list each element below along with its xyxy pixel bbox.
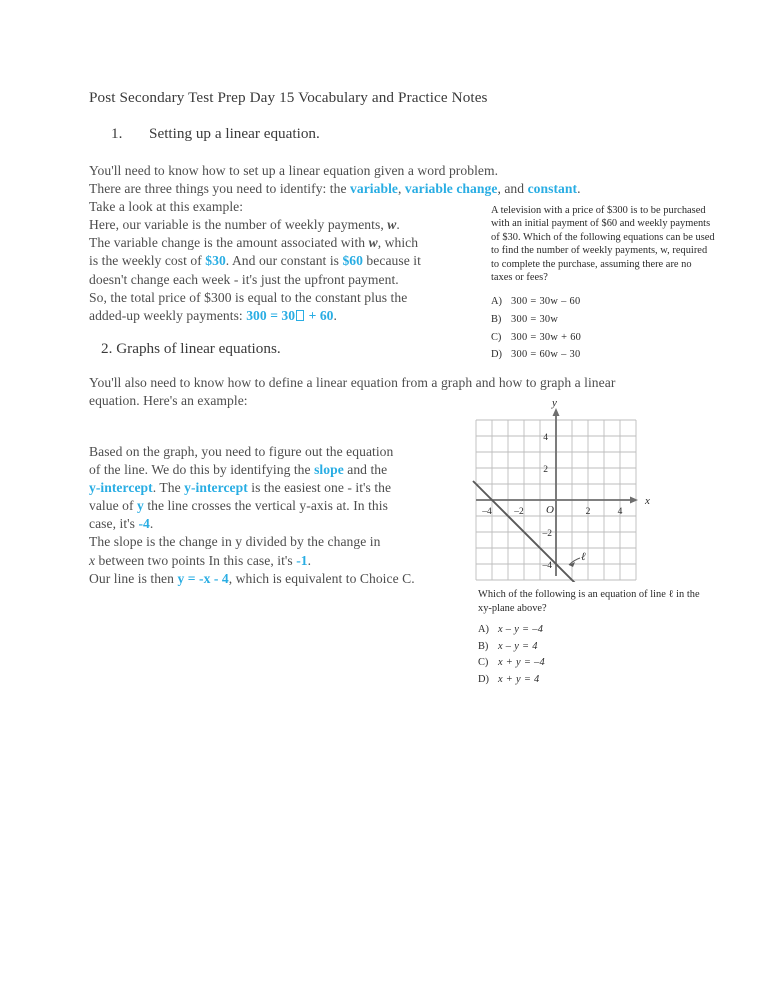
amount-60: $60: [342, 253, 363, 269]
xtick-neg2: –2: [514, 507, 524, 517]
practice-problem-2: [478, 588, 728, 688]
equation-300-pre: 300 = 30: [246, 307, 296, 323]
choice-b[interactable]: B) x – y = 4: [478, 640, 538, 652]
variable-y: y: [137, 498, 144, 514]
term-constant: constant: [527, 181, 578, 197]
paragraph-slope-intercept: [89, 443, 489, 588]
p1-line-4: Here, our variable is the number of weekly payments, w.: [89, 217, 400, 233]
problem-1-choices: [491, 293, 731, 363]
p3-line-6: The slope is the change in y divided by the change in: [89, 534, 381, 550]
p3-line-7: x between two points In this case, it's -1.: [89, 552, 312, 568]
term-slope: slope: [314, 462, 344, 478]
p3-line-1: Based on the graph, you need to figure out the equation: [89, 444, 394, 459]
choice-d[interactable]: D) 300 = 60w – 30: [491, 349, 581, 361]
p3-line-3: y-intercept. The y-intercept is the easiest one - it's the: [89, 480, 392, 496]
ytick-2: 2: [543, 465, 548, 475]
practice-problem-1: [491, 204, 731, 364]
graph-svg: [462, 396, 662, 582]
xtick-2: 2: [585, 507, 591, 517]
choice-c[interactable]: C) 300 = 30w + 60: [491, 331, 582, 343]
p3-line-8: Our line is then y = -x - 4, which is equivalent to Choice C.: [89, 570, 415, 586]
ytick-neg2: –2: [542, 529, 552, 539]
line-l: [473, 481, 579, 582]
value-slope: -1: [296, 552, 308, 568]
choice-b[interactable]: B) 300 = 30w: [491, 314, 559, 326]
origin-label: O: [546, 504, 554, 516]
section-heading-1: [111, 125, 320, 143]
equation-300-post: + 60: [305, 307, 334, 323]
p1-line-1: You'll need to know how to set up a linear equation given a word problem.: [89, 163, 499, 178]
problem-2-choices: [478, 622, 728, 688]
choice-d[interactable]: D) x + y = 4: [478, 673, 540, 685]
variable-w-2: w: [368, 235, 378, 251]
p1-line-8: So, the total price of $300 is equal to the constant plus the: [89, 289, 408, 305]
p1-line-2: There are three things you need to identify: the variable, variable change, and constant.: [89, 181, 581, 197]
section-heading-2: 2. Graphs of linear equations.: [101, 340, 281, 357]
xtick-neg4: –4: [482, 507, 492, 517]
y-axis-arrow: [553, 408, 560, 416]
xtick-4: 4: [617, 507, 623, 517]
p1-line-3: Take a look at this example:: [89, 199, 244, 215]
choice-a[interactable]: A) 300 = 30w – 60: [491, 296, 581, 308]
variable-w-1: w: [387, 217, 397, 233]
term-variable: variable: [350, 181, 399, 197]
line-equation: y = -x - 4: [177, 570, 229, 586]
coordinate-graph: [462, 396, 662, 582]
value-y-intercept: -4: [138, 516, 150, 532]
choice-a[interactable]: A) x – y = –4: [478, 624, 544, 635]
missing-glyph-box: [296, 310, 304, 321]
p1-line-9: added-up weekly payments: 300 = 30 + 60.: [89, 307, 337, 323]
amount-30: $30: [205, 253, 226, 269]
section-1-label: Setting up a linear equation.: [149, 125, 320, 142]
term-y-intercept-1: y-intercept: [89, 480, 153, 496]
term-variable-change: variable change: [404, 181, 498, 197]
p2-line-2: equation. Here's an example:: [89, 393, 248, 409]
ytick-neg4: –4: [542, 561, 552, 571]
section-1-number: 1.: [111, 125, 123, 142]
line-label-l: ℓ: [581, 551, 586, 563]
p3-line-5: case, it's -4.: [89, 516, 154, 532]
p3-line-2: of the line. We do this by identifying the slope and the: [89, 462, 388, 478]
choice-c[interactable]: C) x + y = –4: [478, 657, 546, 668]
y-axis-label: y: [552, 397, 557, 409]
x-axis-arrow: [630, 497, 638, 504]
ytick-4: 4: [543, 433, 548, 443]
term-y-intercept-2: y-intercept: [184, 480, 248, 496]
problem-2-stem: Which of the following is an equation of line ℓ in the xy-plane above?: [478, 589, 700, 614]
variable-x: x: [89, 552, 96, 568]
p1-line-7: doesn't change each week - it's just the upfront payment.: [89, 271, 399, 287]
p2-line-1: You'll also need to know how to define a linear equation from a graph and how to graph a linear: [89, 375, 616, 390]
p3-line-4: value of y the line crosses the vertical y-axis at. In this: [89, 498, 388, 514]
x-axis-label: x: [645, 495, 650, 507]
page-title: Post Secondary Test Prep Day 15 Vocabulary and Practice Notes: [89, 89, 488, 106]
p1-line-6: is the weekly cost of $30. And our constant is $60 because it: [89, 253, 421, 269]
p1-line-5: The variable change is the amount associated with w, which: [89, 235, 419, 251]
problem-1-stem: A television with a price of $300 is to be purchased with an initial payment of $60 and weekly payments of $30. Which of the following equations can be used to find the number of weekly payments, w, required to complete the purchase, assuming there are no taxes or fees?: [491, 205, 715, 284]
